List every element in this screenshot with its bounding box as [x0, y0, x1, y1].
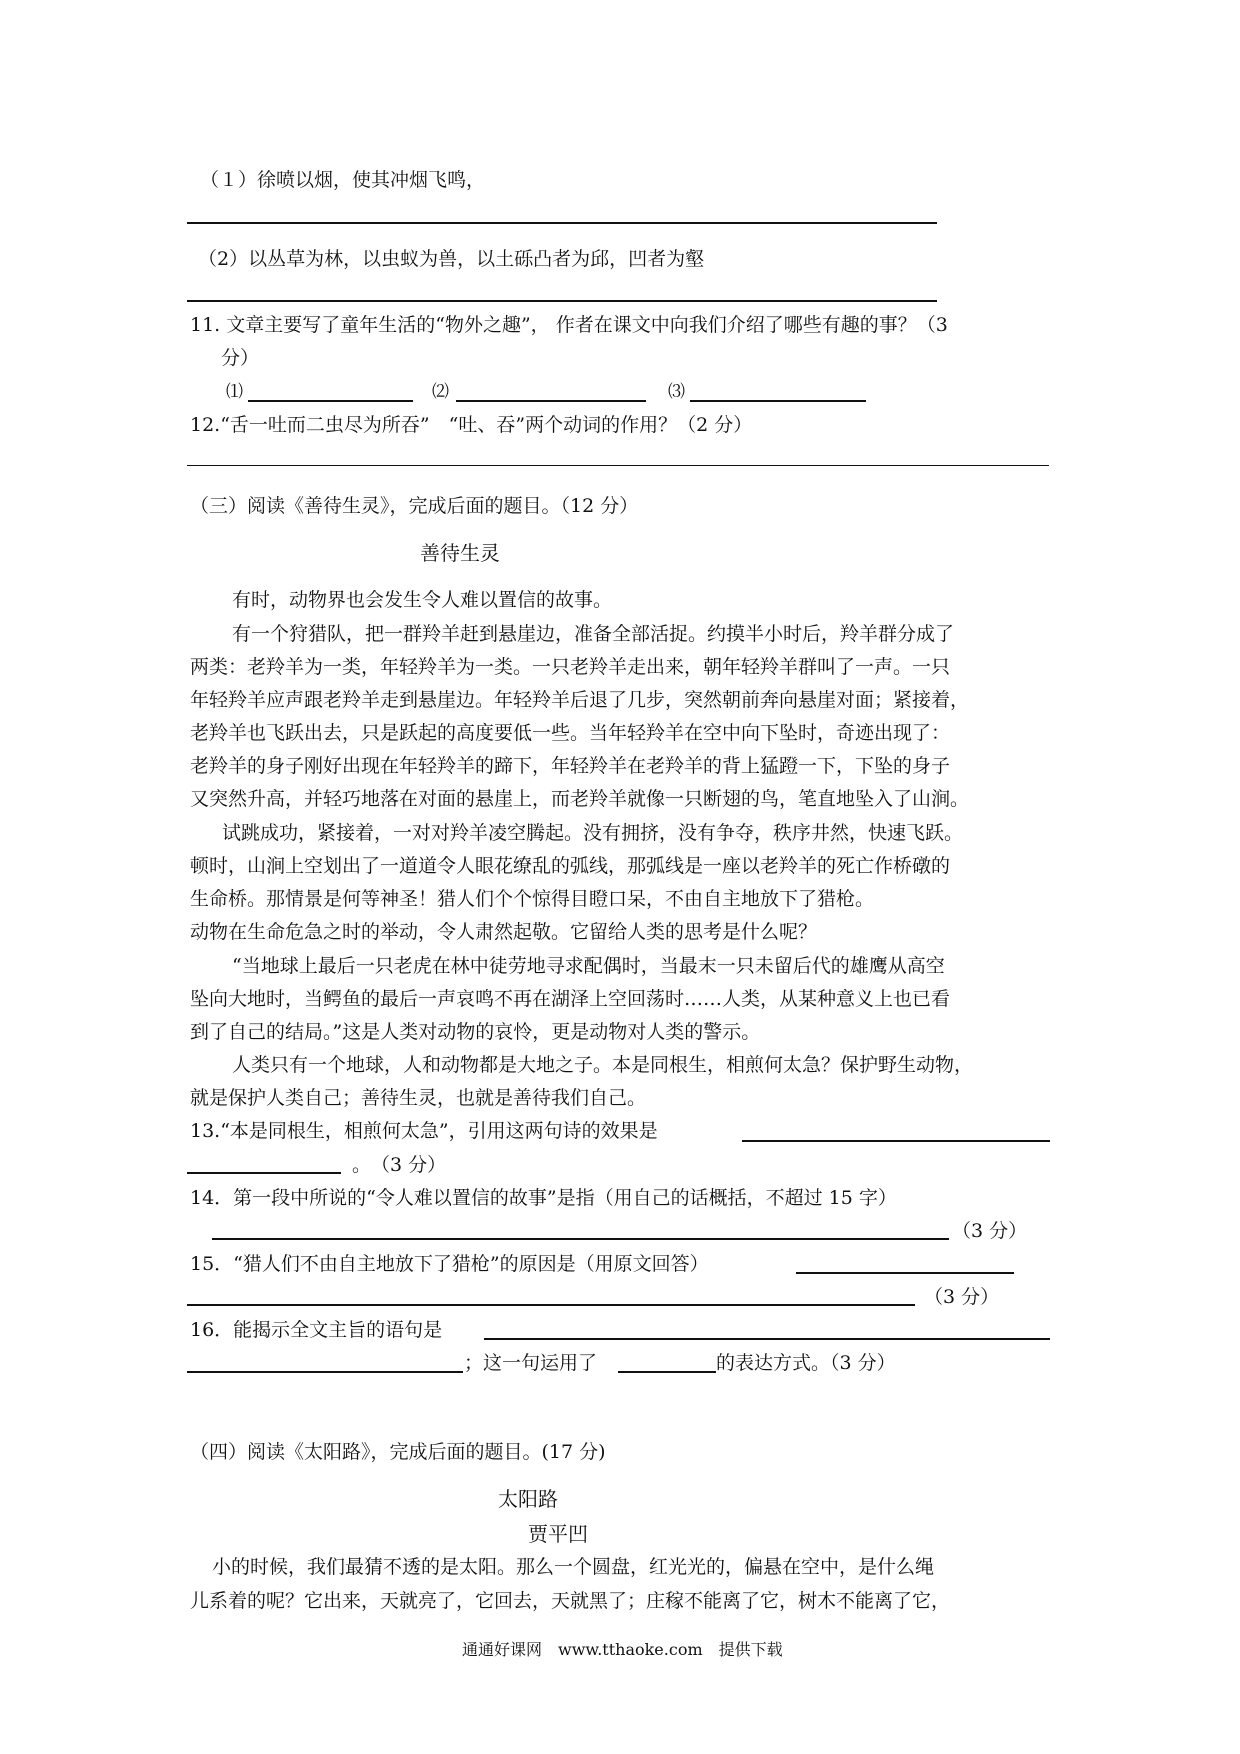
paragraph-line: 人类只有一个地球，人和动物都是大地之子。本是同根生，相煎何太急？保护野生动物， — [232, 1054, 974, 1076]
paragraph-line: 儿系着的呢？它出来，天就亮了，它回去，天就黑了；庄稼不能离了它，树木不能离了它， — [190, 1590, 951, 1612]
section-heading: （三）阅读《善待生灵》，完成后面的题目。（12 分） — [190, 495, 639, 517]
section-heading: （四）阅读《太阳路》，完成后面的题目。(17 分) — [190, 1441, 606, 1463]
paragraph-line: 又突然升高，并轻巧地落在对面的悬崖上，而老羚羊就像一只断翅的鸟，笔直地坠入了山涧。 — [190, 788, 970, 810]
answer-line — [248, 400, 413, 402]
q15-score: （3 分） — [924, 1286, 1000, 1308]
answer-line — [796, 1272, 1014, 1274]
q11-blank-label-2: ⑵ — [432, 382, 449, 402]
paragraph-line: 小的时候，我们最猜不透的是太阳。那么一个圆盘，红光光的，偏悬在空中，是什么绳 — [212, 1556, 935, 1578]
answer-line — [187, 1172, 341, 1174]
q10-item-2: （2）以丛草为林，以虫蚁为兽，以土砾凸者为邱，凹者为壑 — [198, 248, 705, 270]
q16-text: 16．能揭示全文主旨的语句是 — [190, 1319, 443, 1341]
answer-line — [187, 300, 937, 302]
q11-blank-label-3: ⑶ — [668, 382, 685, 402]
paragraph-line: 动物在生命危急之时的举动，令人肃然起敬。它留给人类的思考是什么呢？ — [190, 921, 818, 943]
q11-text: 11. 文章主要写了童年生活的“物外之趣”， 作者在课文中向我们介绍了哪些有趣的事？（3 — [190, 314, 948, 336]
answer-line — [187, 465, 1049, 466]
paragraph-line: 坠向大地时，当鳄鱼的最后一声哀鸣不再在湖泽上空回荡时……人类，从某种意义上也已看 — [190, 988, 951, 1010]
q10-item-1: （１）徐喷以烟，使其冲烟飞鸣， — [200, 169, 486, 191]
paragraph-line: “当地球上最后一只老虎在林中徒劳地寻求配偶时，当最末一只未留后代的雄鹰从高空 — [232, 955, 945, 977]
answer-line — [690, 400, 866, 402]
paragraph-line: 试跳成功，紧接着，一对对羚羊凌空腾起。没有拥挤，没有争夺，秩序井然，快速飞跃。 — [222, 822, 964, 844]
article-title: 太阳路 — [498, 1487, 558, 1511]
paragraph-line: 有一个狩猎队，把一群羚羊赶到悬崖边，准备全部活捉。约摸半小时后，羚羊群分成了 — [232, 623, 955, 645]
answer-line — [618, 1371, 716, 1373]
q11-text-cont: 分） — [221, 347, 260, 369]
answer-line — [484, 1338, 1050, 1340]
article-author: 贾平凹 — [528, 1522, 588, 1546]
q16-text-mid: ；这一句运用了 — [464, 1352, 598, 1374]
paragraph-line: 就是保护人类自己；善待生灵，也就是善待我们自己。 — [190, 1087, 647, 1109]
page-footer: 通通好课网 www.tthaoke.com 提供下载 — [462, 1640, 783, 1659]
answer-line — [187, 222, 937, 224]
paragraph-line: 生命桥。那情景是何等神圣！猎人们个个惊得目瞪口呆，不由自主地放下了猎枪。 — [190, 888, 875, 910]
answer-line — [742, 1140, 1050, 1142]
q12-text: 12.“舌一吐而二虫尽为所吞” “吐、吞”两个动词的作用？（2 分） — [190, 414, 753, 436]
answer-line — [187, 1371, 463, 1373]
q13-score: 。 （3 分） — [352, 1154, 447, 1176]
q15-text: 15．“猎人们不由自主地放下了猎枪”的原因是（用原文回答） — [190, 1253, 709, 1275]
answer-line — [212, 1238, 949, 1240]
article-title: 善待生灵 — [420, 541, 500, 565]
q14-score: （3 分） — [952, 1220, 1028, 1242]
answer-line — [456, 400, 646, 402]
paragraph-line: 到了自己的结局。”这是人类对动物的哀怜，更是动物对人类的警示。 — [190, 1021, 761, 1043]
paragraph-line: 老羚羊的身子刚好出现在年轻羚羊的蹄下，年轻羚羊在老羚羊的背上猛蹬一下，下坠的身子 — [190, 755, 951, 777]
paragraph-line: 两类：老羚羊为一类，年轻羚羊为一类。一只老羚羊走出来，朝年轻羚羊群叫了一声。一只 — [190, 656, 951, 678]
paragraph-line: 年轻羚羊应声跟老羚羊走到悬崖边。年轻羚羊后退了几步，突然朝前奔向悬崖对面；紧接着， — [190, 689, 970, 711]
q14-text: 14．第一段中所说的“令人难以置信的故事”是指（用自己的话概括，不超过 15 字） — [190, 1187, 897, 1209]
paragraph-line: 顿时，山涧上空划出了一道道令人眼花缭乱的弧线，那弧线是一座以老羚羊的死亡作桥礅的 — [190, 855, 951, 877]
q11-blank-label-1: ⑴ — [226, 382, 243, 402]
paragraph-line: 老羚羊也飞跃出去，只是跃起的高度要低一些。当年轻羚羊在空中向下坠时，奇迹出现了： — [190, 722, 951, 744]
q13-text: 13.“本是同根生，相煎何太急”，引用这两句诗的效果是 — [190, 1120, 658, 1142]
paragraph-line: 有时，动物界也会发生令人难以置信的故事。 — [232, 589, 613, 611]
answer-line — [187, 1304, 915, 1306]
q16-text-end: 的表达方式。（3 分） — [716, 1352, 896, 1374]
